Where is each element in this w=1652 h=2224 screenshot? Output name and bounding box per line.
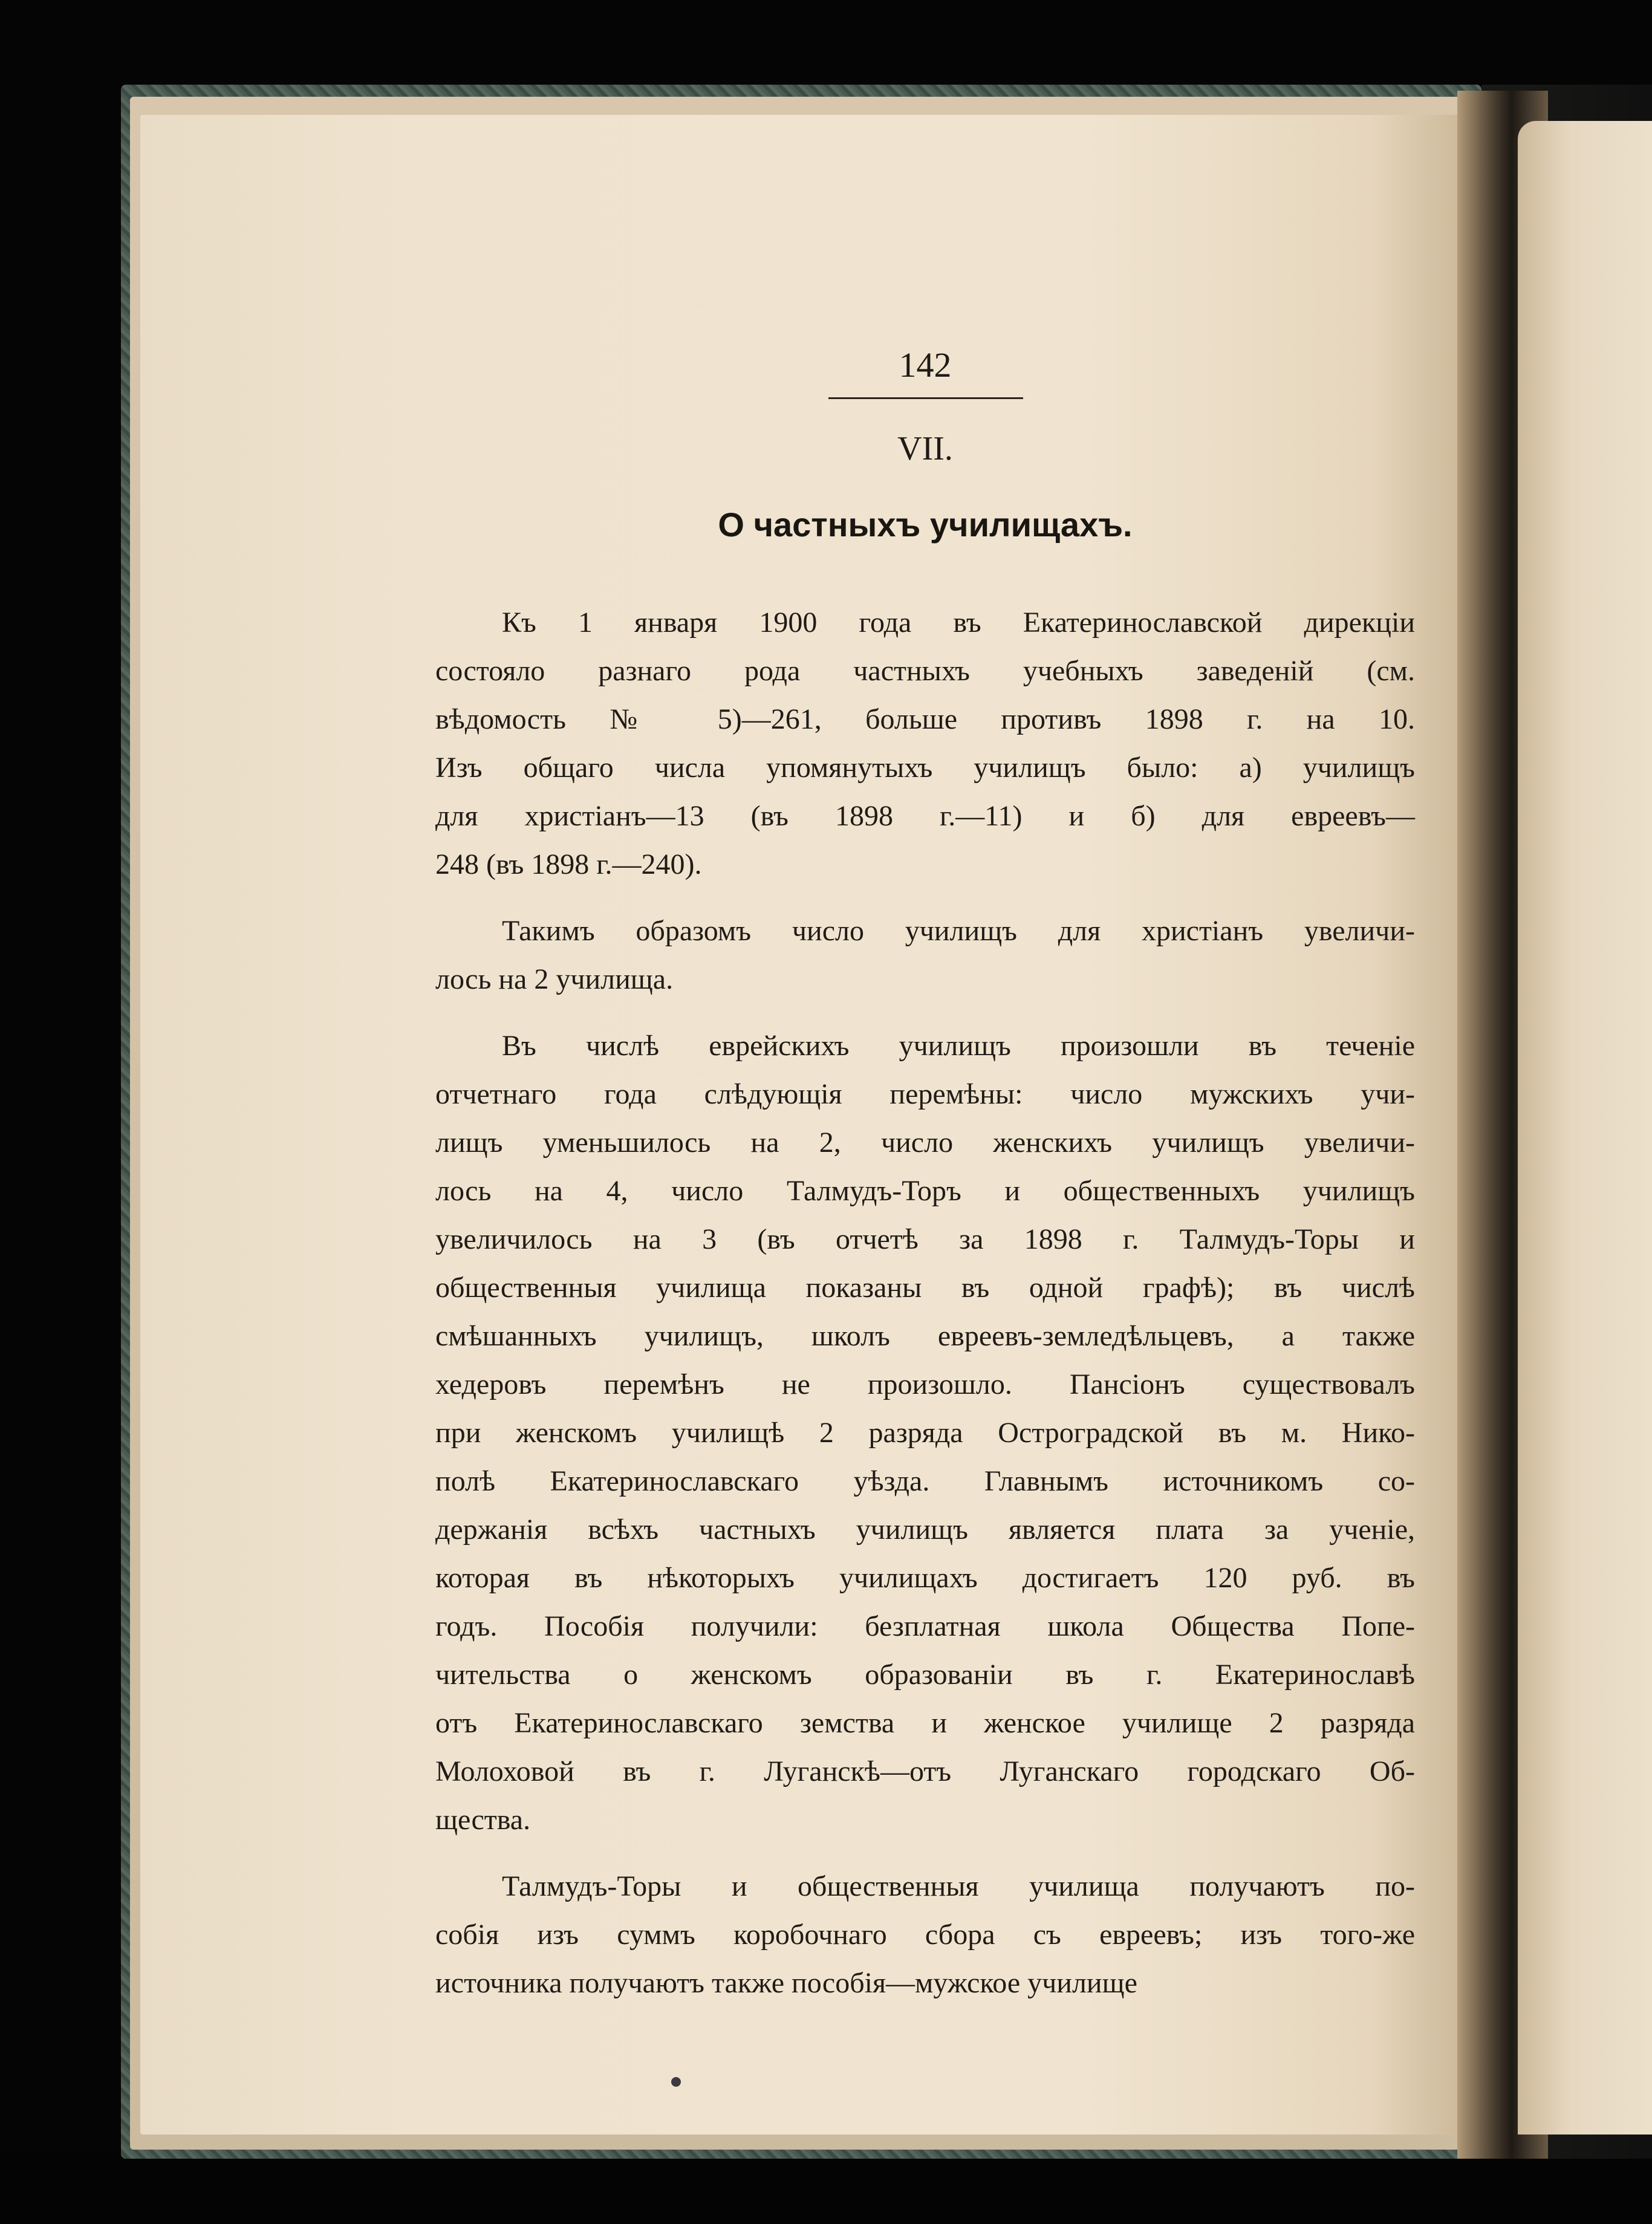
text-line: лищъ уменьшилось на 2, число женскихъ училищъ увеличи- xyxy=(435,1127,1415,1159)
paragraph xyxy=(435,1862,1415,2008)
paper-speck xyxy=(671,2077,681,2087)
text-line: состояло разнаго рода частныхъ учебныхъ заведеній (см. xyxy=(435,655,1415,687)
text-line: которая въ нѣкоторыхъ училищахъ достигаетъ 120 руб. въ xyxy=(435,1562,1415,1594)
text-line: вѣдомость № 5)—261, больше противъ 1898 г. на 10. xyxy=(435,703,1415,735)
text-line: общественныя училища показаны въ одной графѣ); въ числѣ xyxy=(435,1272,1415,1304)
right-page xyxy=(1518,121,1652,2135)
text-line: Такимъ образомъ число училищъ для христіанъ увеличи- xyxy=(502,915,1415,947)
body-text xyxy=(435,599,1415,2026)
text-line: хедеровъ перемѣнъ не произошло. Пансіонъ существовалъ xyxy=(435,1368,1415,1400)
scan-background-top xyxy=(0,0,1652,85)
page-number: 142 xyxy=(899,345,952,385)
text-line: Въ числѣ еврейскихъ училищъ произошли въ теченіе xyxy=(502,1030,1415,1062)
scan-background-left xyxy=(0,0,121,2224)
paragraph xyxy=(435,599,1415,889)
text-line: при женскомъ училищѣ 2 разряда Остроградской въ м. Нико- xyxy=(435,1417,1415,1449)
text-line: годъ. Пособія получили: безплатная школа Общества Попе- xyxy=(435,1610,1415,1642)
text-line: чительства о женскомъ образованіи въ г. Екатеринославѣ xyxy=(435,1659,1415,1691)
text-line: Молоховой въ г. Луганскѣ—отъ Луганскаго городскаго Об- xyxy=(435,1755,1415,1787)
text-line: смѣшанныхъ училищъ, школъ евреевъ-земледѣльцевъ, а также xyxy=(435,1320,1415,1352)
text-line: держанія всѣхъ частныхъ училищъ является плата за ученіе, xyxy=(435,1514,1415,1546)
page-number-rule xyxy=(828,397,1023,399)
text-line: отчетнаго года слѣдующія перемѣны: число мужскихъ учи- xyxy=(435,1078,1415,1110)
paragraph xyxy=(435,907,1415,1004)
section-heading: О частныхъ училищахъ. xyxy=(718,506,1133,544)
paragraph xyxy=(435,1022,1415,1844)
text-line: лось на 4, число Талмудъ-Торъ и общественныхъ училищъ xyxy=(435,1175,1415,1207)
text-line: щества. xyxy=(435,1804,531,1836)
text-line: для христіанъ—13 (въ 1898 г.—11) и б) для евреевъ— xyxy=(435,800,1415,832)
text-line: отъ Екатеринославскаго земства и женское училище 2 разряда xyxy=(435,1707,1415,1739)
text-line: 248 (въ 1898 г.—240). xyxy=(435,848,702,880)
text-line: Къ 1 января 1900 года въ Екатеринославской дирекціи xyxy=(502,606,1415,639)
text-line: собія изъ суммъ коробочнаго сбора съ евреевъ; изъ того-же xyxy=(435,1919,1415,1951)
text-line: источника получаютъ также пособія—мужское училище xyxy=(435,1967,1137,1999)
text-line: Изъ общаго числа упомянутыхъ училищъ было: а) училищъ xyxy=(435,752,1415,784)
text-line: лось на 2 училища. xyxy=(435,963,674,995)
text-line: полѣ Екатеринославскаго уѣзда. Главнымъ источникомъ со- xyxy=(435,1465,1415,1497)
text-line: увеличилось на 3 (въ отчетѣ за 1898 г. Талмудъ-Торы и xyxy=(435,1223,1415,1255)
section-numeral: VII. xyxy=(897,430,953,467)
text-line: Талмудъ-Торы и общественныя училища получаютъ по- xyxy=(502,1870,1415,1902)
scan-background-bottom xyxy=(0,2153,1652,2224)
